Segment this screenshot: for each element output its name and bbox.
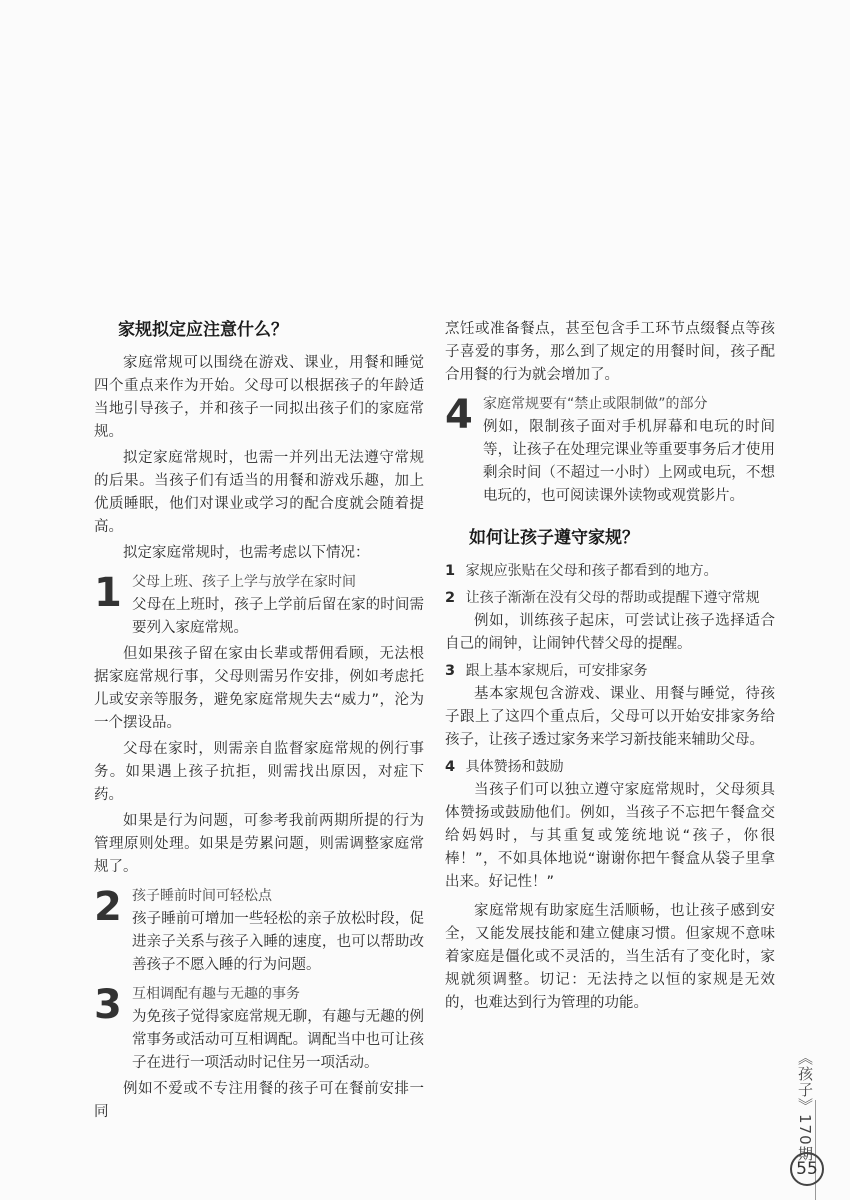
consideration-item-1	[94, 571, 424, 879]
item-number: 4	[445, 392, 473, 438]
item-title: 父母上班、孩子上学与放学在家时间	[132, 574, 356, 590]
tip-title: 具体赞扬和鼓励	[465, 759, 564, 775]
tip-item-4	[445, 756, 775, 894]
section-heading-drafting: 家规拟定应注意什么？	[118, 320, 288, 340]
left-column	[94, 318, 424, 1127]
item-paragraph: 例如不爱或不专注用餐的孩子可在餐前安排一同	[94, 1081, 424, 1120]
page-edge-divider	[815, 1100, 816, 1200]
item-paragraph: 如果是行为问题，可参考我前两期所提的行为管理原则处理。如果是劳累问题，则需调整家庭常规了。	[94, 813, 424, 875]
item-paragraph: 父母在上班时，孩子上学前后留在家的时间需要列入家庭常规。	[132, 597, 424, 636]
intro-paragraph: 拟定家庭常规时，也需一并列出无法遵守常规的后果。当孩子们有适当的用餐和游戏乐趣，加上优质睡眠，他们对课业或学习的配合度就会随着提高。	[94, 450, 424, 535]
tip-item-1	[445, 560, 775, 583]
consideration-item-3	[94, 983, 424, 1124]
item-paragraph: 但如果孩子留在家由长辈或帮佣看顾，无法根据家庭常规行事，父母则需另作安排，例如考虑托儿或安亲等服务，避免家庭常规失去“威力”，沦为一个摆设品。	[94, 646, 424, 731]
item-paragraph: 父母在家时，则需亲自监督家庭常规的例行事务。如果遇上孩子抗拒，则需找出原因，对症下药。	[94, 741, 424, 803]
item-title: 孩子睡前时间可轻松点	[132, 888, 272, 904]
item-paragraph: 例如，限制孩子面对手机屏幕和电玩的时间等，让孩子在处理完课业等重要事务后才使用剩余时间（不超过一小时）上网或电玩，不想电玩的，也可阅读课外读物或观赏影片。	[483, 419, 775, 504]
intro-paragraph: 拟定家庭常规时，也需考虑以下情况：	[123, 545, 370, 561]
tip-item-2	[445, 587, 775, 656]
intro-paragraph: 家庭常规可以围绕在游戏、课业，用餐和睡觉四个重点来作为开始。父母可以根据孩子的年龄适当地引导孩子，并和孩子一同拟出孩子们的家庭常规。	[94, 355, 424, 440]
tip-number: 3	[445, 663, 456, 679]
consideration-item-2	[94, 885, 424, 977]
tip-number: 1	[445, 563, 456, 579]
tip-paragraph: 例如，训练孩子起床，可尝试让孩子选择适合自己的闹钟，让闹钟代替父母的提醒。	[445, 613, 775, 652]
right-column	[445, 318, 775, 1018]
item-number: 1	[94, 570, 122, 616]
tip-paragraph: 基本家规包含游戏、课业、用餐与睡觉，待孩子跟上了这四个重点后，父母可以开始安排家务给孩子，让孩子透过家务来学习新技能来辅助父母。	[445, 686, 775, 748]
section-heading-compliance: 如何让孩子遵守家规？	[469, 528, 639, 548]
consideration-item-4	[445, 393, 775, 508]
closing-paragraph: 家庭常规有助家庭生活顺畅，也让孩子感到安全，又能发展技能和建立健康习惯。但家规不意味着家庭是僵化或不灵活的，当生活有了变化时，家规就须调整。切记：无法持之以恒的家规是无效的，也难达到行为管理的功能。	[445, 903, 775, 1011]
item-title: 家庭常规要有“禁止或限制做”的部分	[483, 396, 708, 412]
tip-number: 2	[445, 590, 456, 606]
item-number: 3	[94, 982, 122, 1028]
item-title: 互相调配有趣与无趣的事务	[132, 986, 300, 1002]
page-number-badge: 55	[790, 1152, 824, 1186]
tip-item-3	[445, 660, 775, 752]
item-paragraph: 孩子睡前可增加一些轻松的亲子放松时段，促进亲子关系与孩子入睡的速度，也可以帮助改善孩子不愿入睡的行为问题。	[132, 911, 424, 973]
magazine-issue-label: 《孩子》170期	[796, 1050, 814, 1162]
tip-title: 跟上基本家规后，可安排家务	[465, 663, 648, 679]
item-paragraph: 为免孩子觉得家庭常规无聊，有趣与无趣的例常事务或活动可互相调配。调配当中也可让孩子在进行一项活动时记住另一项活动。	[132, 1009, 424, 1071]
item-number: 2	[94, 884, 122, 930]
tip-title: 让孩子渐渐在没有父母的帮助或提醒下遵守常规	[465, 590, 760, 606]
continued-paragraph: 烹饪或准备餐点，甚至包含手工环节点缀餐点等孩子喜爱的事务，那么到了规定的用餐时间，孩子配合用餐的行为就会增加了。	[445, 321, 775, 383]
tip-title: 家规应张贴在父母和孩子都看到的地方。	[465, 563, 718, 579]
tip-paragraph: 当孩子们可以独立遵守家庭常规时，父母须具体赞扬或鼓励他们。例如，当孩子不忘把午餐盒交给妈妈时，与其重复或笼统地说“孩子，你很棒！”，不如具体地说“谢谢你把午餐盒从袋子里拿出来。好记性！”	[445, 782, 775, 890]
tip-number: 4	[445, 759, 456, 775]
